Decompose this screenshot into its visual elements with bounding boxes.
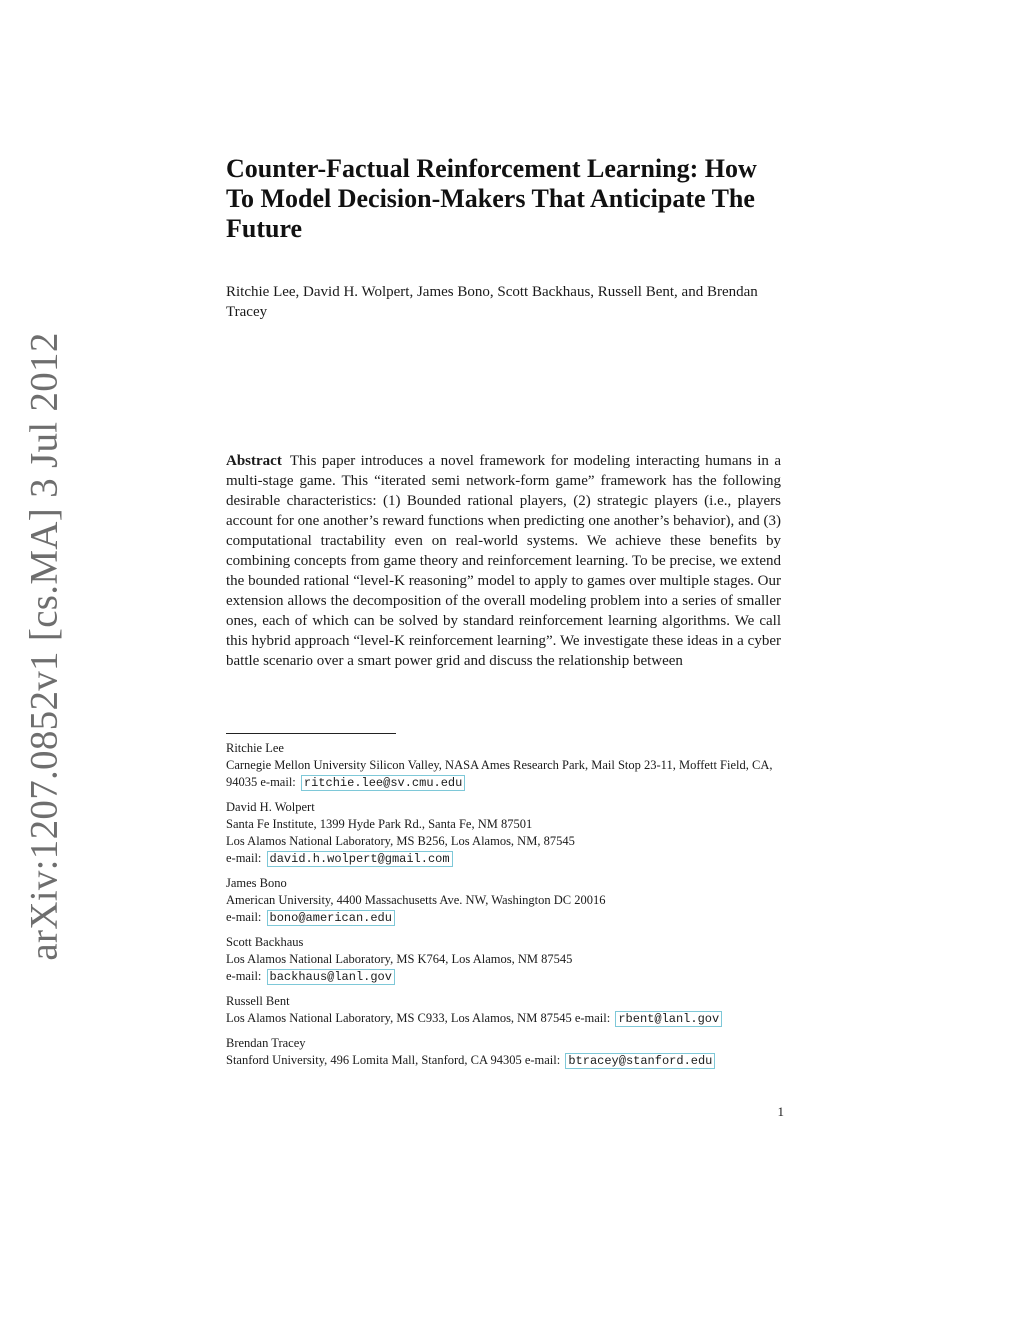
- affiliation-author-name: Brendan Tracey: [226, 1036, 306, 1050]
- affiliation-address-line: Los Alamos National Laboratory, MS B256, Los Alamos, NM, 87545: [226, 834, 575, 848]
- affiliation-author-name: Ritchie Lee: [226, 741, 284, 755]
- affiliation-address-line: Santa Fe Institute, 1399 Hyde Park Rd., Santa Fe, NM 87501: [226, 817, 533, 831]
- affiliation-author-name: Scott Backhaus: [226, 935, 304, 949]
- affiliation-address-line: Los Alamos National Laboratory, MS K764, Los Alamos, NM 87545: [226, 952, 573, 966]
- author-affiliations: [226, 740, 786, 1077]
- author-email-link[interactable]: btracey@stanford.edu: [565, 1053, 715, 1069]
- page-number: 1: [777, 1104, 784, 1119]
- affiliation-block: [226, 740, 786, 792]
- affiliation-address-line: Stanford University, 496 Lomita Mall, Stanford, CA 94305 e-mail:: [226, 1053, 561, 1067]
- affiliation-address-line: American University, 4400 Massachusetts Ave. NW, Washington DC 20016: [226, 893, 606, 907]
- abstract: [226, 451, 781, 671]
- affiliation-author-name: James Bono: [226, 876, 287, 890]
- author-email-link[interactable]: rbent@lanl.gov: [615, 1011, 722, 1027]
- paper-title: Counter-Factual Reinforcement Learning: How To Model Decision-Makers That Anticipate The Future: [226, 154, 757, 243]
- affiliation-author-name: Russell Bent: [226, 994, 290, 1008]
- author-email-link[interactable]: backhaus@lanl.gov: [267, 969, 395, 985]
- affiliation-address-line: e-mail:: [226, 969, 262, 983]
- author-email-link[interactable]: bono@american.edu: [267, 910, 395, 926]
- author-email-link[interactable]: david.h.wolpert@gmail.com: [267, 851, 453, 867]
- affiliation-address-line: Los Alamos National Laboratory, MS C933, Los Alamos, NM 87545 e-mail:: [226, 1011, 611, 1025]
- affiliation-block: [226, 993, 786, 1028]
- arxiv-identifier-stamp: [22, 331, 66, 961]
- affiliation-address-line: e-mail:: [226, 851, 262, 865]
- abstract-text: This paper introduces a novel framework for modeling interacting humans in a multi-stage game. This “iterated semi network-form game” framework has the following desirable characteristics: (1) Bounded rational players, (2) strategic players (i.e., players account for one another’s reward functions when predicting one another’s behavior), and (3) computational tractability even on real-world systems. We achieve these benefits by combining concepts from game theory and reinforcement learning. To be precise, we extend the bounded rational “level-K reasoning” model to apply to games over multiple stages. Our extension allows the decomposition of the overall modeling problem into a series of smaller ones, each of which can be solved by standard reinforcement learning algorithms. We call this hybrid approach “level-K reinforcement learning”. We investigate these ideas in a cyber battle scenario over a smart power grid and discuss the relationship between: [226, 453, 781, 669]
- affiliation-block: [226, 1035, 786, 1070]
- author-list: Ritchie Lee, David H. Wolpert, James Bono, Scott Backhaus, Russell Bent, and Brendan Tracey: [226, 284, 758, 320]
- affiliation-address-line: e-mail:: [226, 910, 262, 924]
- arxiv-identifier-text: arXiv:1207.0852v1 [cs.MA] 3 Jul 2012: [22, 331, 66, 961]
- affiliation-block: [226, 934, 786, 986]
- author-email-link[interactable]: ritchie.lee@sv.cmu.edu: [301, 775, 465, 791]
- affiliation-block: [226, 799, 786, 868]
- affiliation-block: [226, 875, 786, 927]
- affiliation-author-name: David H. Wolpert: [226, 800, 315, 814]
- footnote-divider: [226, 733, 396, 734]
- affiliation-address-line: Carnegie Mellon University Silicon Valley, NASA Ames Research Park, Mail Stop 23-11, Moffett Field, CA, 94035 e-mail:: [226, 758, 773, 789]
- abstract-label: Abstract: [226, 453, 282, 469]
